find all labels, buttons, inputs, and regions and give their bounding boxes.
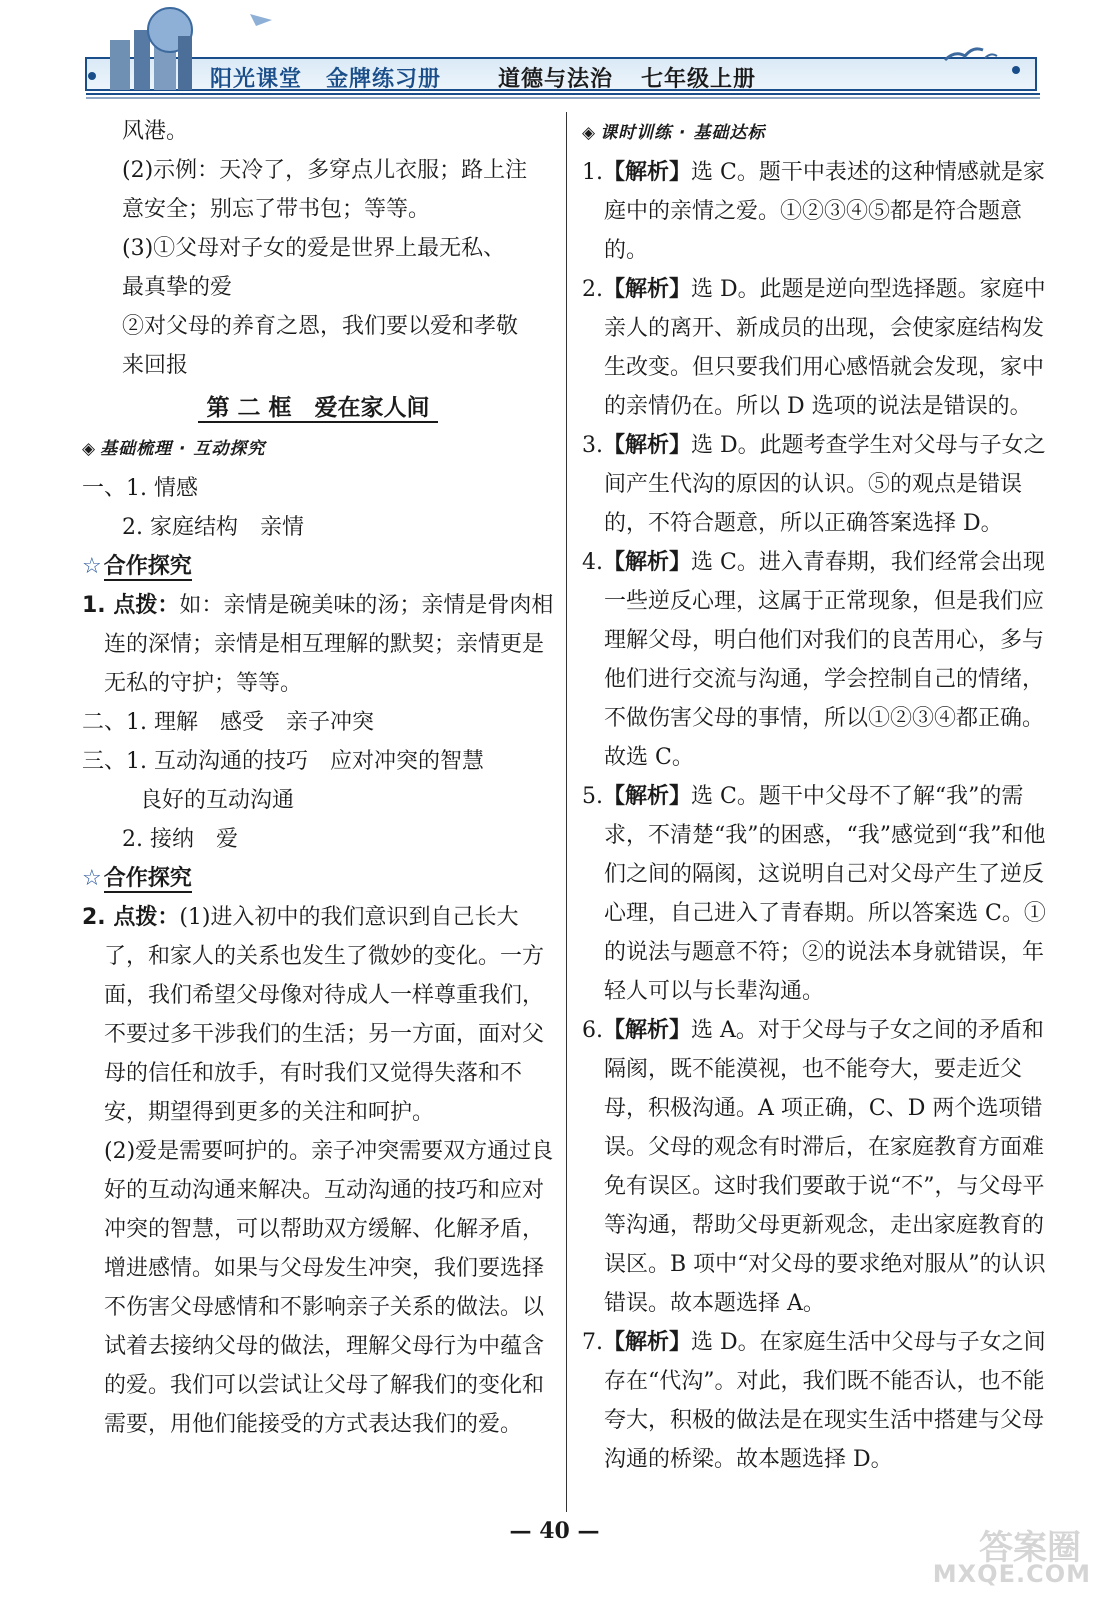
section-heading bbox=[82, 430, 554, 469]
star-icon: ☆ bbox=[82, 554, 102, 579]
analysis-tag: 【解析】 bbox=[603, 160, 692, 185]
answer-number: 1. bbox=[582, 160, 603, 185]
coop-heading bbox=[82, 859, 554, 898]
analysis-tag: 【解析】 bbox=[603, 277, 692, 302]
analysis-text: 选 C。进入青春期，我们经常会出现一些逆反心理，这属于正常现象，但是我们应理解父母，明白他们对我们的良苦用心，多与他们进行交流与沟通，学会控制自己的情绪，不做伤害父母的事情，所以①②③④都正确。故选 C。 bbox=[604, 550, 1045, 770]
frame-title bbox=[82, 389, 554, 428]
answer-tag: 1. 点拨： bbox=[82, 593, 180, 618]
answer-item bbox=[582, 1011, 1052, 1323]
answer-item bbox=[582, 543, 1052, 777]
answer-item bbox=[582, 153, 1052, 270]
answer-number: 7. bbox=[582, 1330, 603, 1355]
series-name-2: 金牌练习册 bbox=[326, 67, 442, 92]
analysis-text: 选 D。此题考查学生对父母与子女之间产生代沟的原因的认识。⑤的观点是错误的，不符合题意，所以正确答案选择 D。 bbox=[604, 433, 1046, 536]
text-line: (2)示例：天冷了，多穿点儿衣服；路上注 bbox=[122, 158, 528, 183]
series-name-1: 阳光课堂 bbox=[210, 67, 303, 92]
list-item: 2. 接纳 爱 bbox=[122, 827, 238, 852]
answer-item bbox=[582, 1323, 1052, 1479]
answer-number: 4. bbox=[582, 550, 603, 575]
answer-tag: 2. 点拨： bbox=[82, 905, 180, 930]
list-item: 良好的互动沟通 bbox=[140, 788, 295, 813]
analysis-text: 选 C。题干中父母不了解“我”的需求，不清楚“我”的困惑，“我”感觉到“我”和他们之间的隔阂，这说明自己对父母产生了逆反心理，自己进入了青春期。所以答案选 C。①的说法与题意不符；②的说法本身就错误，年轻人可以与长辈沟通。 bbox=[604, 784, 1046, 1004]
coop-heading bbox=[82, 547, 554, 586]
answer-item bbox=[582, 426, 1052, 543]
answer-number: 6. bbox=[582, 1018, 603, 1043]
frame-title-text: 第 二 框 爱在家人间 bbox=[198, 395, 437, 423]
coop-answer bbox=[82, 586, 554, 703]
coop-heading-text: 合作探究 bbox=[103, 554, 192, 579]
answer-item bbox=[582, 270, 1052, 426]
coop-answer bbox=[82, 898, 554, 1132]
analysis-text: 选 D。在家庭生活中父母与子女之间存在“代沟”。对此，我们既不能否认，也不能夸大，积极的做法是在现实生活中搭建与父母沟通的桥梁。故本题选择 D。 bbox=[604, 1330, 1046, 1472]
analysis-tag: 【解析】 bbox=[603, 784, 692, 809]
analysis-text: 选 D。此题是逆向型选择题。家庭中亲人的离开、新成员的出现，会使家庭结构发生改变。但只要我们用心感悟就会发现，家中的亲情仍在。所以 D 选项的说法是错误的。 bbox=[604, 277, 1046, 419]
answer-number: 2. bbox=[582, 277, 603, 302]
analysis-text: 选 A。对于父母与子女之间的矛盾和隔阂，既不能漠视，也不能夸大，要走近父母，积极沟通。A 项正确，C、D 两个选项错误。父母的观念有时滞后，在家庭教育方面难免有误区。这时我们要敢于说“不”，与父母平等沟通，帮助父母更新观念，走出家庭教育的误区。B 项中“对父母的要求绝对服从”的认识错误。故本题选择 A。 bbox=[604, 1018, 1046, 1316]
list-item: 一、1. 情感 bbox=[82, 476, 198, 501]
series-title bbox=[210, 62, 465, 93]
answer-item bbox=[582, 777, 1052, 1011]
answer-text: (1)进入初中的我们意识到自己长大了，和家人的关系也发生了微妙的变化。一方面，我们希望父母像对待成人一样尊重我们，不要过多干涉我们的生活；另一方面，面对父母的信任和放手，有时我们又觉得失落和不安，期望得到更多的关注和呵护。 bbox=[104, 905, 545, 1125]
analysis-tag: 【解析】 bbox=[603, 433, 692, 458]
analysis-tag: 【解析】 bbox=[603, 1018, 692, 1043]
text-line: (3)①父母对子女的爱是世界上最无私、 bbox=[122, 236, 506, 261]
text-line: 风港。 bbox=[122, 119, 189, 144]
diamond-icon: ◈ bbox=[82, 439, 97, 459]
coop-heading-text: 合作探究 bbox=[103, 866, 192, 891]
subject-name: 道德与法治 bbox=[498, 67, 614, 92]
right-column bbox=[582, 112, 1052, 1479]
analysis-tag: 【解析】 bbox=[603, 1330, 692, 1355]
analysis-text: 选 C。题干中表述的这种情感就是家庭中的亲情之爱。①②③④⑤都是符合题意的。 bbox=[604, 160, 1045, 263]
left-column bbox=[82, 112, 554, 1444]
list-item: 2. 家庭结构 亲情 bbox=[122, 515, 304, 540]
watermark bbox=[932, 1520, 1091, 1588]
text-line: ②对父母的养育之恩，我们要以爱和孝敬 bbox=[122, 314, 519, 339]
page-number: — 40 — bbox=[509, 1518, 600, 1544]
answer-number: 3. bbox=[582, 433, 603, 458]
list-item: 三、1. 互动沟通的技巧 应对冲突的智慧 bbox=[82, 749, 484, 774]
section-heading bbox=[582, 114, 1052, 153]
answer-paragraph: (2)爱是需要呵护的。亲子冲突需要双方通过良好的互动沟通来解决。互动沟通的技巧和应对冲突的智慧，可以帮助双方缓解、化解矛盾，增进感情。如果与父母发生冲突，我们要选择不伤害父母感情和不影响亲子关系的做法。以试着去接纳父母的做法，理解父母行为中蕴含的爱。我们可以尝试让父母了解我们的变化和需要，用他们能接受的方式表达我们的爱。 bbox=[104, 1139, 554, 1437]
answer-list bbox=[582, 153, 1052, 1479]
text-line: 意安全；别忘了带书包；等等。 bbox=[122, 197, 431, 222]
header-banner-graphic bbox=[0, 0, 1109, 110]
watermark-logo: 答案圈 bbox=[979, 1528, 1081, 1568]
page-header bbox=[0, 0, 1109, 110]
text-line: 最真挚的爱 bbox=[122, 275, 233, 300]
analysis-tag: 【解析】 bbox=[603, 550, 692, 575]
section-heading-text: 课时训练 · 基础达标 bbox=[600, 123, 766, 143]
answer-number: 5. bbox=[582, 784, 603, 809]
answer-text: 如：亲情是碗美味的汤；亲情是骨肉相连的深情；亲情是相互理解的默契；亲情更是无私的守护；等等。 bbox=[104, 593, 554, 696]
diamond-icon: ◈ bbox=[582, 123, 597, 143]
star-icon: ☆ bbox=[82, 866, 102, 891]
list-item: 二、1. 理解 感受 亲子冲突 bbox=[82, 710, 374, 735]
watermark-url: MXQE.COM bbox=[932, 1560, 1091, 1588]
column-divider bbox=[566, 112, 567, 1512]
section-heading-text: 基础梳理 · 互动探究 bbox=[100, 439, 266, 459]
subject-title bbox=[498, 62, 784, 93]
grade-name: 七年级上册 bbox=[641, 67, 757, 92]
text-line: 来回报 bbox=[122, 353, 189, 378]
